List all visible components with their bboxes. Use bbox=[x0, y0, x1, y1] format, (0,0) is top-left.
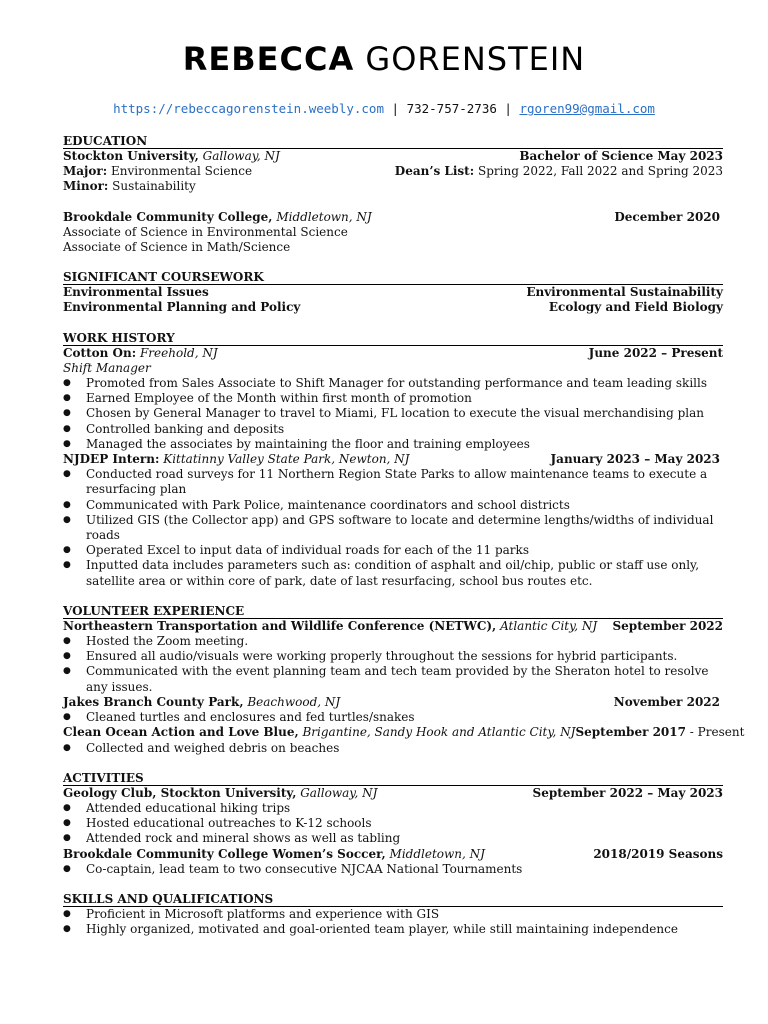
first-name: REBECCA bbox=[182, 40, 355, 78]
org-location: Middletown, NJ bbox=[389, 846, 485, 861]
contact-line bbox=[0, 101, 768, 116]
school-name: Stockton University, bbox=[63, 149, 199, 163]
degree-date: Bachelor of Science May 2023 bbox=[519, 149, 723, 163]
list-item: ● Promoted from Sales Associate to Shift Manager for outstanding performance and team leading skills bbox=[63, 376, 723, 391]
section-title-volunteer: VOLUNTEER EXPERIENCE bbox=[63, 604, 723, 619]
volunteer-date: September 2017 bbox=[575, 725, 686, 740]
school-name: Brookdale Community College, bbox=[63, 209, 273, 224]
course: Environmental Sustainability bbox=[526, 285, 723, 300]
list-item: ● Controlled banking and deposits bbox=[63, 422, 723, 437]
list-item: ● Highly organized, motivated and goal-oriented team player, while still maintaining independence bbox=[63, 922, 723, 937]
job-bullets-njdep bbox=[63, 467, 723, 589]
resume-name bbox=[0, 40, 768, 78]
list-item: ● Earned Employee of the Month within first month of promotion bbox=[63, 391, 723, 406]
education-minor-row bbox=[63, 179, 723, 194]
phone-number: 732-757-2736 bbox=[406, 101, 497, 116]
school-location: Galloway, NJ bbox=[202, 149, 280, 163]
job-dates: June 2022 – Present bbox=[588, 345, 723, 360]
major-label: Major: bbox=[63, 164, 108, 179]
activity-bullets-soccer bbox=[63, 862, 723, 877]
org-location: Galloway, NJ bbox=[300, 785, 378, 800]
course: Ecology and Field Biology bbox=[548, 300, 723, 315]
volunteer-header-netwc bbox=[63, 619, 723, 634]
volunteer-bullets-clean-ocean bbox=[63, 741, 723, 756]
job-header-njdep bbox=[63, 452, 723, 467]
employer-location: Kittatinny Valley State Park, Newton, NJ bbox=[163, 452, 410, 467]
list-item: ● Collected and weighed debris on beaches bbox=[63, 741, 723, 756]
list-item: ● Hosted the Zoom meeting. bbox=[63, 634, 723, 649]
volunteer-date: November 2022 bbox=[613, 694, 720, 709]
education-entry-brookdale bbox=[63, 210, 723, 225]
website-link[interactable]: https://rebeccagorenstein.weebly.com bbox=[113, 101, 384, 116]
job-header-cotton-on bbox=[63, 346, 723, 361]
activity-header-soccer bbox=[63, 847, 723, 862]
resume-content bbox=[63, 134, 745, 937]
volunteer-bullets-netwc bbox=[63, 634, 723, 695]
minor-value: Sustainability bbox=[112, 179, 196, 194]
employer-location: Freehold, NJ bbox=[139, 345, 218, 360]
section-title-work-history: WORK HISTORY bbox=[63, 331, 723, 346]
separator: | bbox=[384, 101, 407, 116]
activity-date: September 2022 – May 2023 bbox=[532, 785, 723, 800]
list-item: ● Conducted road surveys for 11 Northern Region State Parks to allow maintenance teams to execute a resurfacing plan bbox=[63, 467, 723, 497]
list-item: ● Attended educational hiking trips bbox=[63, 801, 723, 816]
list-item: ● Chosen by General Manager to travel to Miami, FL location to execute the visual merchandising plan bbox=[63, 406, 723, 421]
volunteer-date-rest: - Present bbox=[685, 725, 745, 740]
list-item: ● Utilized GIS (the Collector app) and GPS software to locate and determine lengths/widths of individual roads bbox=[63, 513, 723, 543]
volunteer-date: September 2022 bbox=[612, 618, 723, 633]
deans-list-label: Dean’s List: bbox=[394, 164, 475, 179]
course: Environmental Planning and Policy bbox=[63, 300, 301, 315]
org-location: Beachwood, NJ bbox=[247, 694, 341, 709]
job-bullets-cotton-on bbox=[63, 376, 723, 452]
associate-degree: Associate of Science in Environmental Science bbox=[63, 224, 348, 239]
section-title-coursework: SIGNIFICANT COURSEWORK bbox=[63, 270, 723, 285]
list-item: ● Managed the associates by maintaining the floor and training employees bbox=[63, 437, 723, 452]
volunteer-header-jakes bbox=[63, 695, 723, 710]
list-item: ● Ensured all audio/visuals were working properly throughout the sessions for hybrid participants. bbox=[63, 649, 723, 664]
list-item: ● Operated Excel to input data of individual roads for each of the 11 parks bbox=[63, 543, 723, 558]
org-name: Clean Ocean Action and Love Blue, bbox=[63, 725, 299, 740]
education-major-row bbox=[63, 164, 723, 179]
skills-bullets bbox=[63, 907, 723, 937]
job-dates: January 2023 – May 2023 bbox=[550, 452, 720, 467]
associate-degree: Associate of Science in Math/Science bbox=[63, 240, 291, 255]
section-title-skills: SKILLS AND QUALIFICATIONS bbox=[63, 892, 723, 907]
deans-list-value: Spring 2022, Fall 2022 and Spring 2023 bbox=[478, 164, 723, 179]
list-item: ● Proficient in Microsoft platforms and experience with GIS bbox=[63, 907, 723, 922]
org-name: Jakes Branch County Park, bbox=[63, 694, 244, 709]
list-item: ● Hosted educational outreaches to K-12 schools bbox=[63, 816, 723, 831]
org-name: Northeastern Transportation and Wildlife Conference (NETWC), bbox=[63, 618, 497, 633]
employer-name: Cotton On: bbox=[63, 345, 137, 360]
org-name: Brookdale Community College Women’s Soccer, bbox=[63, 846, 386, 861]
last-name: GORENSTEIN bbox=[365, 40, 586, 78]
list-item: ● Co-captain, lead team to two consecutive NJCAA National Tournaments bbox=[63, 862, 723, 877]
list-item: ● Communicated with the event planning team and tech team provided by the Sheraton hotel to resolve any issues. bbox=[63, 664, 723, 694]
activity-header-geology bbox=[63, 786, 723, 801]
coursework-row bbox=[63, 285, 723, 300]
school-location: Middletown, NJ bbox=[276, 209, 372, 224]
coursework-row bbox=[63, 300, 723, 315]
activity-date: 2018/2019 Seasons bbox=[593, 846, 723, 861]
list-item: ● Communicated with Park Police, maintenance coordinators and school districts bbox=[63, 498, 723, 513]
employer-name: NJDEP Intern: bbox=[63, 452, 160, 467]
volunteer-header-clean-ocean bbox=[63, 725, 745, 740]
education-entry-stockton bbox=[63, 149, 723, 164]
list-item: ● Cleaned turtles and enclosures and fed turtles/snakes bbox=[63, 710, 723, 725]
org-location: Brigantine, Sandy Hook and Atlantic City, NJ bbox=[302, 725, 576, 740]
email-link[interactable]: rgoren99@gmail.com bbox=[519, 101, 655, 116]
course: Environmental Issues bbox=[63, 285, 209, 300]
section-title-education: EDUCATION bbox=[63, 134, 723, 149]
separator: | bbox=[496, 101, 520, 116]
list-item: ● Attended rock and mineral shows as well as tabling bbox=[63, 831, 723, 846]
volunteer-bullets-jakes bbox=[63, 710, 723, 725]
activity-bullets-geology bbox=[63, 801, 723, 847]
job-role: Shift Manager bbox=[63, 360, 151, 375]
org-location: Atlantic City, NJ bbox=[500, 618, 598, 633]
minor-label: Minor: bbox=[63, 179, 109, 194]
graduation-date: December 2020 bbox=[614, 209, 720, 224]
major-value: Environmental Science bbox=[110, 164, 253, 179]
org-name: Geology Club, Stockton University, bbox=[63, 785, 297, 800]
section-title-activities: ACTIVITIES bbox=[63, 771, 723, 786]
list-item: ● Inputted data includes parameters such as: condition of asphalt and oil/chip, public or staff use only, satellite area or within core of park, date of last resurfacing, school bus routes etc. bbox=[63, 558, 723, 588]
